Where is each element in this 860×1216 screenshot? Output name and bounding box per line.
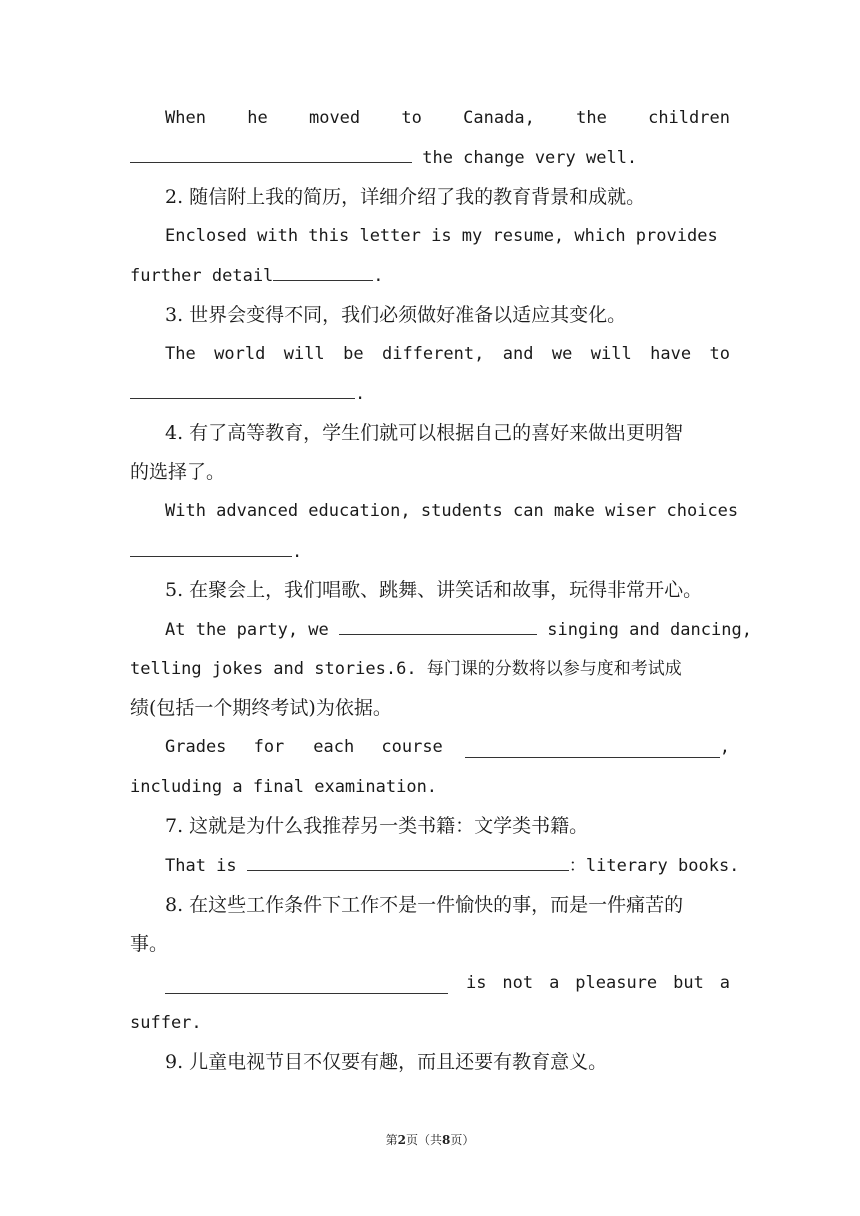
- word: to: [709, 344, 730, 364]
- q4-english-line-1: With advanced education, students can make wiser choices: [165, 501, 739, 521]
- q5-english-line-1: [165, 614, 752, 644]
- q4-chinese-line-2: 的选择了。: [130, 461, 226, 483]
- word: a: [719, 973, 730, 993]
- q8-english-line-2: suffer.: [130, 1013, 202, 1033]
- answer-blank[interactable]: [339, 614, 537, 635]
- q3-chinese: 3. 世界会变得不同，我们必须做好准备以适应其变化。: [165, 304, 627, 326]
- word: we: [551, 344, 573, 364]
- word: course: [381, 737, 443, 757]
- answer-blank[interactable]: [130, 378, 355, 399]
- q6-english-line-2: including a final examination.: [130, 777, 438, 797]
- q5-chinese: 5. 在聚会上，我们唱歌、跳舞、讲笑话和故事，玩得非常开心。: [165, 579, 703, 601]
- q5-tail: singing and dancing,: [537, 620, 752, 640]
- footer-suffix: 页）: [450, 1133, 475, 1147]
- word: is: [466, 973, 487, 993]
- word: not: [502, 973, 534, 993]
- q1-english-line-1: [165, 103, 730, 133]
- q4-english-line-2: [130, 536, 730, 566]
- q8-english-line-1: [165, 968, 730, 998]
- word: pleasure: [575, 973, 658, 993]
- q6-english-line-1: [165, 732, 730, 762]
- answer-blank[interactable]: [273, 260, 373, 281]
- q4-chinese-line-1: 4. 有了高等教育，学生们就可以根据自己的喜好来做出更明智: [165, 422, 684, 444]
- word: world: [214, 344, 266, 364]
- q6-chinese-line-2: 绩(包括一个期终考试)为依据。: [130, 697, 392, 719]
- q1-english-line-2: [130, 142, 730, 172]
- q2-chinese: 2. 随信附上我的简历，详细介绍了我的教育背景和成就。: [165, 186, 646, 208]
- word: the: [576, 108, 607, 128]
- q8-chinese-line-2: 事。: [130, 933, 169, 955]
- q2-english-line-1: Enclosed with this letter is my resume, which provides: [165, 226, 718, 246]
- q7-tail: ：literary books.: [568, 856, 740, 876]
- word: but: [673, 973, 704, 993]
- q2-tail: .: [373, 266, 384, 286]
- answer-blank[interactable]: [247, 850, 569, 871]
- word: The: [165, 344, 196, 364]
- q1-tail: the change very well.: [412, 148, 638, 168]
- page-footer: [0, 1131, 860, 1148]
- word: different,: [381, 344, 485, 364]
- answer-blank[interactable]: [130, 142, 412, 163]
- answer-blank[interactable]: [130, 536, 292, 557]
- word: each: [313, 737, 355, 757]
- word: moved: [308, 108, 361, 128]
- q5-english-line-2: telling jokes and stories.6. 每门课的分数将以参与度和考试成: [130, 659, 682, 679]
- footer-total-pages: 8: [442, 1133, 451, 1147]
- q5-head: At the party, we: [165, 620, 339, 640]
- word: be: [343, 344, 364, 364]
- word: Grades: [165, 737, 227, 757]
- q4-tail: .: [292, 542, 303, 562]
- q8-chinese-line-1: 8. 在这些工作条件下工作不是一件愉快的事，而是一件痛苦的: [165, 894, 684, 916]
- word: children: [648, 108, 730, 128]
- q3-english-line-2: [130, 378, 730, 408]
- word: to: [401, 108, 422, 128]
- q2-english-line-2: [130, 260, 730, 290]
- q7-chinese: 7. 这就是为什么我推荐另一类书籍：文学类书籍。: [165, 815, 589, 837]
- answer-blank[interactable]: [165, 973, 448, 994]
- q3-english-line-1: [165, 339, 730, 369]
- word: Canada,: [463, 108, 535, 128]
- word: for: [253, 737, 285, 757]
- word: have: [650, 344, 692, 364]
- word: and: [502, 344, 534, 364]
- answer-blank[interactable]: [465, 737, 720, 758]
- q3-tail: .: [355, 384, 366, 404]
- footer-page-number: 2: [397, 1133, 406, 1147]
- word: he: [247, 108, 268, 128]
- q9-chinese: 9. 儿童电视节目不仅要有趣，而且还要有教育意义。: [165, 1051, 608, 1073]
- footer-middle: 页（共: [405, 1133, 442, 1147]
- word: will: [590, 344, 632, 364]
- q6-tail: ,: [719, 737, 730, 757]
- word: When: [165, 108, 206, 128]
- footer-prefix: 第: [385, 1133, 398, 1147]
- q7-head: That is: [165, 856, 247, 876]
- q7-english: [165, 850, 740, 880]
- word: a: [549, 973, 560, 993]
- word: will: [283, 344, 325, 364]
- q2-head: further detail: [130, 266, 274, 286]
